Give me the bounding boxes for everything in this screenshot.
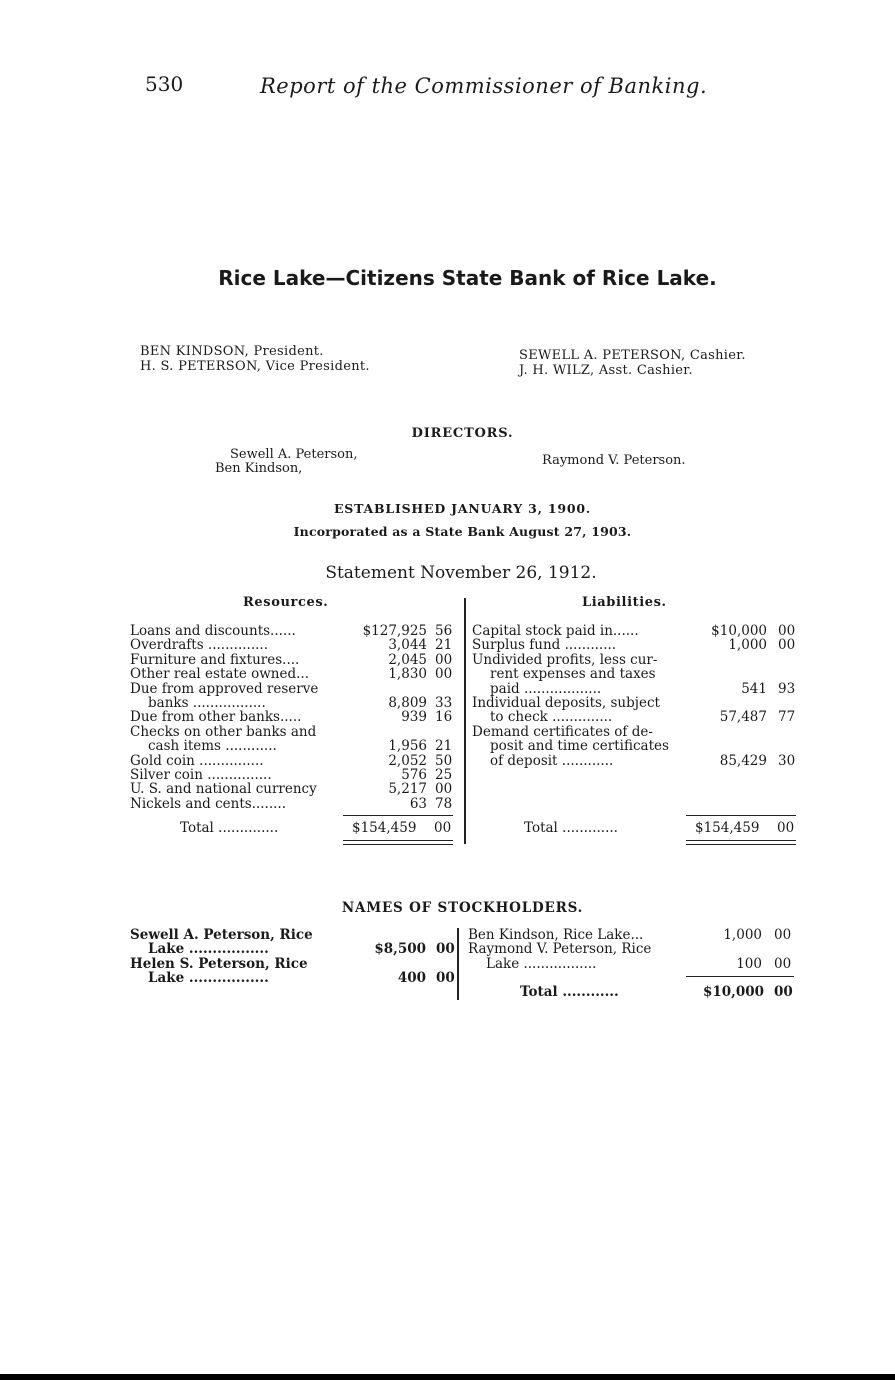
row-dollars: 576	[401, 766, 427, 783]
row-dollars: 3,044	[388, 637, 427, 654]
liabilities-heading: Liabilities.	[582, 595, 667, 610]
row-label: rent expenses and taxes	[490, 666, 656, 683]
stockholders-heading: NAMES OF STOCKHOLDERS.	[341, 900, 584, 916]
row-dollars: 541	[741, 680, 767, 697]
table-row	[468, 957, 798, 971]
row-cents: 16	[435, 709, 453, 726]
table-row	[472, 638, 802, 652]
resources-table	[130, 624, 460, 811]
resources-total-cents: 00	[434, 820, 452, 836]
row-dollars: 5,217	[388, 781, 427, 798]
table-row	[130, 638, 460, 652]
row-label: Other real estate owned...	[130, 666, 310, 683]
table-row	[130, 710, 460, 724]
row-cents: 56	[435, 623, 453, 639]
table-row	[472, 754, 802, 768]
row-cents: 33	[435, 694, 453, 711]
stockholders-total-cents: 00	[774, 984, 793, 1000]
resources-total-rule	[343, 840, 453, 845]
row-dollars: $8,500	[374, 941, 426, 958]
row-cents: 78	[435, 795, 453, 812]
row-cents: 00	[436, 970, 455, 987]
table-row	[472, 725, 802, 739]
row-label: cash items ............	[148, 738, 277, 755]
table-row	[468, 928, 798, 942]
table-row	[130, 682, 460, 696]
row-label: Overdrafts ..............	[130, 637, 268, 654]
liabilities-subtotal-rule	[686, 815, 796, 816]
row-cents: 93	[778, 680, 796, 697]
row-dollars: 57,487	[719, 709, 767, 726]
row-label: of deposit ............	[490, 752, 614, 769]
table-row	[472, 710, 802, 724]
director-name: Raymond V. Peterson.	[542, 453, 686, 468]
row-cents: 00	[435, 651, 453, 668]
scan-edge-bar	[0, 1374, 895, 1380]
officer-president: BEN KINDSON, President.	[140, 344, 324, 359]
table-row	[130, 653, 460, 667]
established-line: ESTABLISHED JANUARY 3, 1900.	[333, 501, 592, 516]
row-label: Due from approved reserve	[130, 680, 319, 697]
statement-title: Statement November 26, 1912.	[325, 563, 597, 583]
row-label: Ben Kindson, Rice Lake...	[468, 927, 644, 943]
liabilities-total-cents: 00	[777, 820, 795, 836]
table-row	[468, 942, 798, 956]
row-label: Gold coin ...............	[130, 752, 264, 769]
row-label: Sewell A. Peterson, Rice	[130, 927, 313, 943]
row-label: Silver coin ...............	[130, 766, 272, 783]
table-row	[130, 928, 455, 942]
row-label: Due from other banks.....	[130, 709, 302, 726]
row-label: Lake .................	[148, 970, 269, 987]
row-label: Checks on other banks and	[130, 723, 317, 740]
table-row	[130, 797, 460, 811]
table-row	[130, 739, 460, 753]
row-cents: 21	[435, 637, 453, 654]
table-row	[130, 768, 460, 782]
row-dollars: 1,000	[728, 637, 767, 654]
table-row	[130, 725, 460, 739]
liabilities-total-dollars: $154,459	[695, 820, 760, 836]
director-name: Sewell A. Peterson,	[230, 447, 358, 462]
liabilities-table	[472, 624, 802, 768]
row-dollars: 1,000	[723, 927, 762, 943]
table-row	[472, 682, 802, 696]
resources-total-dollars: $154,459	[352, 820, 417, 836]
stockholders-subtotal-rule	[686, 976, 794, 977]
row-cents: 00	[436, 941, 455, 958]
table-row	[130, 754, 460, 768]
row-label: to check ..............	[490, 709, 613, 726]
row-cents: 30	[778, 752, 796, 769]
table-row	[130, 957, 455, 971]
row-dollars: 63	[409, 795, 427, 812]
row-cents: 77	[778, 709, 796, 726]
table-row	[472, 696, 802, 710]
table-row	[130, 624, 460, 638]
table-row	[472, 667, 802, 681]
row-dollars: 2,052	[388, 752, 427, 769]
stockholders-total-label: Total ............	[520, 984, 619, 1000]
row-cents: 50	[435, 752, 453, 769]
row-cents: 00	[435, 781, 453, 798]
row-label: Nickels and cents........	[130, 795, 287, 812]
row-dollars: 2,045	[388, 651, 427, 668]
row-cents: 25	[435, 766, 453, 783]
row-label: paid ..................	[490, 680, 602, 697]
row-cents: 21	[435, 738, 453, 755]
liabilities-total-label: Total .............	[524, 820, 618, 836]
row-label: Loans and discounts......	[130, 623, 296, 639]
bank-title: Rice Lake—Citizens State Bank of Rice Lake.	[218, 266, 717, 290]
liabilities-total-rule	[686, 840, 796, 845]
resources-total-label: Total ..............	[180, 820, 279, 836]
row-cents: 00	[774, 927, 792, 943]
table-row	[130, 696, 460, 710]
table-row	[472, 739, 802, 753]
row-dollars: 1,830	[388, 666, 427, 683]
stockholders-right-table	[468, 928, 798, 971]
stockholders-left-table	[130, 928, 455, 986]
page-number: 530	[145, 72, 184, 96]
row-dollars: 939	[401, 709, 427, 726]
row-dollars: 100	[736, 955, 762, 972]
table-row	[130, 971, 455, 985]
row-cents: 00	[774, 955, 792, 972]
row-dollars: 400	[397, 970, 426, 987]
stockholders-divider	[457, 928, 459, 1000]
table-row	[472, 653, 802, 667]
row-label: Surplus fund ............	[472, 637, 617, 654]
table-row	[472, 624, 802, 638]
resources-subtotal-rule	[343, 815, 453, 816]
row-dollars: 1,956	[388, 738, 427, 755]
column-divider	[464, 598, 466, 844]
row-label: Helen S. Peterson, Rice	[130, 955, 308, 972]
row-label: posit and time certificates	[490, 738, 669, 755]
officer-cashier: SEWELL A. PETERSON, Cashier.	[519, 348, 746, 363]
stockholders-total-dollars: $10,000	[703, 984, 765, 1000]
row-cents: 00	[778, 637, 796, 654]
table-row	[130, 782, 460, 796]
row-label: Individual deposits, subject	[472, 694, 660, 711]
row-label: Raymond V. Peterson, Rice	[468, 941, 652, 958]
running-title: Report of the Commissioner of Banking.	[260, 74, 708, 98]
row-label: Demand certificates of de-	[472, 723, 653, 740]
row-dollars: 8,809	[388, 694, 427, 711]
row-dollars: $127,925	[362, 623, 427, 639]
officer-vice-president: H. S. PETERSON, Vice President.	[140, 359, 370, 374]
row-cents: 00	[435, 666, 453, 683]
resources-heading: Resources.	[243, 595, 329, 610]
row-label: Undivided profits, less cur-	[472, 651, 658, 668]
row-label: Furniture and fixtures....	[130, 651, 300, 668]
row-label: banks .................	[148, 694, 266, 711]
row-label: U. S. and national currency	[130, 781, 317, 798]
incorporated-line: Incorporated as a State Bank August 27, 1903.	[293, 524, 632, 539]
directors-heading: DIRECTORS.	[411, 426, 514, 441]
row-dollars: 85,429	[719, 752, 767, 769]
row-dollars: $10,000	[711, 623, 767, 639]
director-name: Ben Kindson,	[215, 461, 303, 476]
officer-asst-cashier: J. H. WILZ, Asst. Cashier.	[519, 363, 693, 378]
row-label: Lake .................	[148, 941, 269, 958]
row-label: Capital stock paid in......	[472, 623, 639, 639]
table-row	[130, 942, 455, 956]
row-label: Lake .................	[486, 955, 597, 972]
row-cents: 00	[778, 623, 796, 639]
table-row	[130, 667, 460, 681]
